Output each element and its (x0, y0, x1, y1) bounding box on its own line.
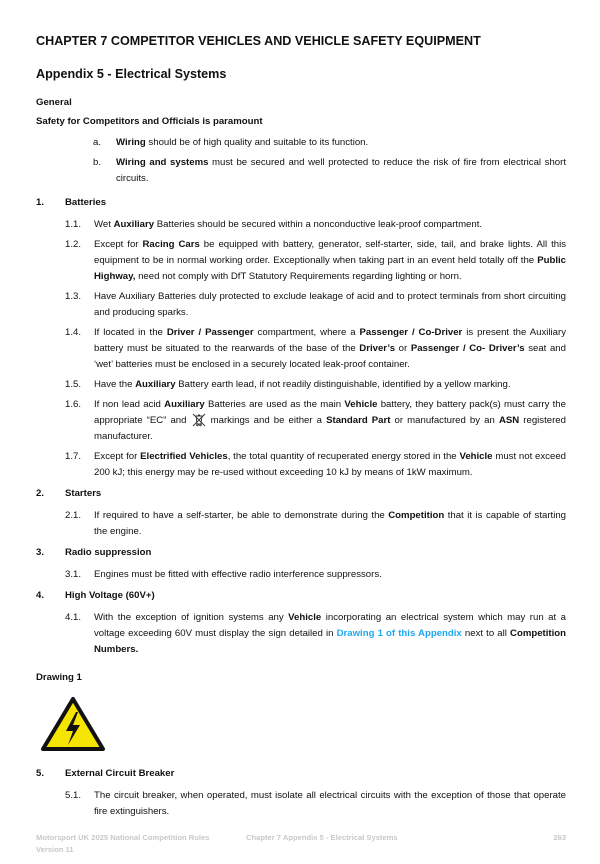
clause-text (94, 217, 566, 233)
clause (36, 567, 566, 583)
bold-term: Wiring and systems (116, 157, 209, 168)
text-segment: that it is capable of starting the engine. (94, 510, 567, 537)
bold-term: Competition (388, 510, 445, 521)
text-segment: must not exceed 200 kJ; this energy may be re-used without exceeding 10 kJ by means of 1kW maximum. (94, 451, 566, 478)
clause-number: 4.1. (65, 612, 82, 623)
section-title: Batteries (65, 197, 107, 208)
bold-term: Vehicle (288, 612, 322, 623)
section-title: External Circuit Breaker (65, 768, 175, 779)
section-number: 5. (36, 768, 45, 779)
clause (36, 449, 566, 481)
item-marker: b. (93, 157, 102, 168)
text-segment: battery, they battery pack(s) must carry the appropriate “EC” and (94, 399, 566, 426)
general-heading: General (36, 97, 72, 108)
clause-number: 1.3. (65, 291, 82, 302)
text-segment: or manufactured by an (390, 415, 499, 426)
clause (36, 289, 566, 321)
clause-number: 3.1. (65, 569, 82, 580)
section-heading (36, 545, 566, 561)
footer-left (36, 832, 232, 856)
clause-number: 1.6. (65, 399, 82, 410)
clause-text (94, 289, 566, 321)
clause (36, 325, 566, 373)
clause-text (94, 397, 566, 445)
bold-term: Vehicle (344, 399, 378, 410)
clause-text (94, 788, 566, 820)
clause (36, 508, 566, 540)
section-heading (36, 588, 566, 604)
bold-term: Racing Cars (142, 239, 200, 250)
text-segment: With the exception of ignition systems any (94, 612, 289, 623)
section-title: Radio suppression (65, 547, 152, 558)
section-title: Starters (65, 488, 102, 499)
bold-term: Driver / Passenger (166, 327, 254, 338)
text-segment: incorporating an electrical system which may run at a voltage exceeding 60V must display the sign detailed in (94, 612, 566, 639)
safety-subheading: Safety for Competitors and Officials is paramount (36, 116, 263, 127)
text-segment: If located in the (94, 327, 167, 338)
section-number: 4. (36, 590, 45, 601)
page-footer (36, 832, 566, 856)
clause-number: 1.7. (65, 451, 82, 462)
footer-version: Version 11 (36, 845, 74, 854)
text-segment: Engines must be fitted with effective radio interference suppressors. (94, 569, 382, 580)
clause (36, 610, 566, 658)
text-segment: or (395, 343, 411, 354)
bold-term: Vehicle (459, 451, 493, 462)
item-text (116, 135, 566, 151)
text-segment: markings and be either a (206, 415, 327, 426)
bold-term: Wiring (116, 137, 146, 148)
appendix-title: Appendix 5 - Electrical Systems (36, 67, 227, 81)
list-item (36, 155, 566, 187)
footer-publication: Motorsport UK 2025 National Competition Rules (36, 833, 210, 842)
clause-text (94, 237, 566, 285)
footer-chapter: Chapter 7 Appendix 5 - Electrical Systems (246, 833, 398, 842)
bold-term: Public Highway, (94, 255, 566, 282)
list-item (36, 135, 566, 151)
sections (36, 195, 566, 820)
clause (36, 788, 566, 820)
section-title: High Voltage (60V+) (65, 590, 155, 601)
clause-number: 1.5. (65, 379, 82, 390)
section-number: 2. (36, 488, 45, 499)
drawing-label: Drawing 1 (36, 672, 82, 683)
section-number: 3. (36, 547, 45, 558)
clause-number: 1.1. (65, 219, 82, 230)
text-segment: compartment, where a (253, 327, 360, 338)
bold-term: Passenger / Co- Driver’s (410, 343, 525, 354)
page-number: 263 (553, 833, 566, 842)
clause-text (94, 325, 566, 373)
text-segment: Battery earth lead, if not readily distinguishable, identified by a yellow marking. (175, 379, 511, 390)
text-segment: should be of high quality and suitable to its function. (145, 137, 369, 148)
clause-text (94, 610, 566, 658)
chapter-title: CHAPTER 7 COMPETITOR VEHICLES AND VEHICLE SAFETY EQUIPMENT (36, 34, 481, 48)
text-segment: If non lead acid (94, 399, 165, 410)
section-heading (36, 766, 566, 782)
text-segment: need not comply with DfT Statutory Requirements regarding lighting or horn. (135, 271, 462, 282)
text-segment: registered manufacturer. (94, 415, 566, 442)
clause-text (94, 377, 566, 393)
text-segment: Batteries are used as the main (204, 399, 345, 410)
clause-number: 2.1. (65, 510, 82, 521)
clause-number: 1.4. (65, 327, 82, 338)
text-segment: Have the (94, 379, 136, 390)
section-heading (36, 195, 566, 211)
text-segment: , the total quantity of recuperated energy stored in the (227, 451, 460, 462)
clause (36, 217, 566, 233)
text-segment: If required to have a self-starter, be able to demonstrate during the (94, 510, 389, 521)
text-segment: Have Auxiliary Batteries duly protected to exclude leakage of acid and to protect terminals from short circuiting and producing sparks. (94, 291, 566, 318)
crossed-out-bin-icon (191, 413, 207, 427)
text-segment: Batteries should be secured within a nonconductive leak-proof compartment. (154, 219, 483, 230)
clause (36, 377, 566, 393)
section-heading (36, 486, 566, 502)
bold-term: Passenger / Co-Driver (359, 327, 463, 338)
clause-text (94, 567, 566, 583)
clause-number: 1.2. (65, 239, 82, 250)
appendix-drawing-link[interactable]: Drawing 1 of this Appendix (336, 628, 462, 639)
bold-term: Auxiliary (135, 379, 176, 390)
item-marker: a. (93, 137, 102, 148)
clause (36, 397, 566, 445)
bold-term: Auxiliary (164, 399, 205, 410)
bold-term: ASN (498, 415, 520, 426)
clause-text (94, 449, 566, 481)
bold-term: Driver’s (359, 343, 396, 354)
text-segment: is present the Auxiliary battery must be situated to the rearwards of the base of the (94, 327, 567, 354)
bold-term: Electrified Vehicles (140, 451, 228, 462)
clause-text (94, 508, 566, 540)
clause-number: 5.1. (65, 790, 82, 801)
text-segment: Except for (94, 239, 143, 250)
item-text (116, 155, 566, 187)
text-segment: be equipped with battery, generator, self-starter, side, tail, and brake lights. All this equipment to be in normal working order. Exceptionally when taking part in an event held totally off the (94, 239, 567, 266)
bold-term: Competition Numbers. (94, 628, 566, 655)
high-voltage-warning-icon (40, 696, 106, 752)
text-segment: Wet (94, 219, 114, 230)
bold-term: Auxiliary (113, 219, 155, 230)
text-segment: next to all (461, 628, 511, 639)
text-segment: Except for (94, 451, 141, 462)
general-list (36, 135, 566, 187)
clause (36, 237, 566, 285)
bold-term: Standard Part (326, 415, 391, 426)
text-segment: must be secured and well protected to reduce the risk of fire from electrical short circuits. (116, 157, 566, 184)
text-segment: seat and ‘wet’ batteries must be enclosed in a securely located leak-proof container. (94, 343, 566, 370)
section-number: 1. (36, 197, 45, 208)
text-segment: The circuit breaker, when operated, must isolate all electrical circuits with the exception of those that operate fire extinguishers. (94, 790, 566, 817)
